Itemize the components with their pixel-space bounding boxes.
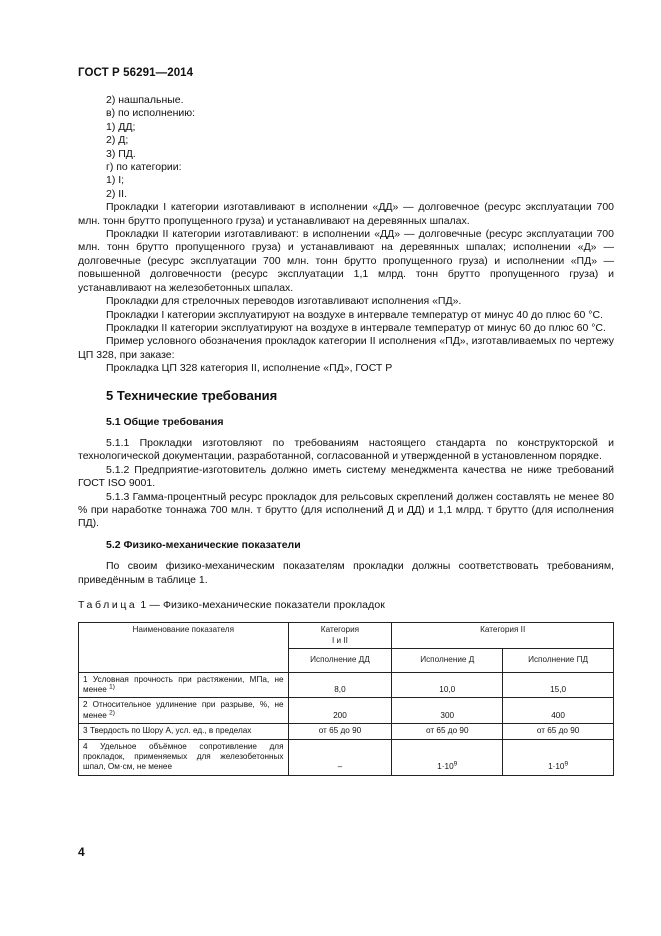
value-d: 300 <box>392 698 503 724</box>
list-item: 2) Д; <box>106 134 129 147</box>
row-name-cell <box>79 672 289 698</box>
row-name: 3 Твердость по Шору А, усл. ед., в пределах <box>83 726 252 736</box>
footnote-ref: 1) <box>109 683 115 691</box>
header-category-2: Категория II <box>392 623 614 649</box>
document-header-code: ГОСТ Р 56291—2014 <box>78 67 194 79</box>
paragraph-5-2: По своим физико-механическим показателям прокладки должны соответствовать требованиям, приведённым в таблице 1. <box>78 560 614 586</box>
section-5-heading: 5 Технические требования <box>106 387 278 403</box>
table-row <box>79 698 614 724</box>
exponent: 9 <box>564 760 569 768</box>
header-category-1-2 <box>288 623 392 649</box>
list-item: в) по исполнению: <box>106 107 196 120</box>
paragraph: Прокладки I категории эксплуатируют на воздухе в интервале температур от минус 40 до плюс 60 °С. <box>106 308 604 321</box>
row-name: 2 Относительное удлинение при разрыве, %, не менее <box>83 700 284 720</box>
row-name: 4 Удельное объёмное сопротивление для прокладок, применяемых для железобетонных шпал, Ом·см, не менее <box>83 741 284 772</box>
table-header-row <box>79 623 614 649</box>
table-row <box>79 739 614 775</box>
list-item: 2) нашпальные. <box>106 94 184 106</box>
paragraph: Прокладки для стрелочных переводов изготавливают исполнения «ПД». <box>106 295 462 308</box>
page-number: 4 <box>78 845 85 859</box>
header-execution-pd: Исполнение ПД <box>503 649 614 672</box>
value-pd: 400 <box>503 698 614 724</box>
list-item: 1) I; <box>106 174 125 187</box>
value-dd: 8,0 <box>288 672 392 698</box>
header-execution-dd: Исполнение ДД <box>288 649 392 672</box>
paragraph: Прокладка ЦП 328 категория II, исполнение «ПД», ГОСТ Р <box>106 362 393 375</box>
paragraph-5-1-3: 5.1.3 Гамма-процентный ресурс прокладок для рельсовых скреплений должен составлять не менее 80 % при наработке тоннажа 700 млн. т брутто (для исполнений Д и ДД) и 1,1 млрд. т брутто (для исполнения ПД). <box>78 490 614 530</box>
row-name-cell <box>79 724 289 739</box>
section-5-2-heading: 5.2 Физико-механические показатели <box>106 538 301 551</box>
row-name: 1 Условная прочность при растяжении, МПа, не менее <box>83 674 284 695</box>
properties-table <box>78 622 614 775</box>
value-d: от 65 до 90 <box>392 724 503 739</box>
row-name-cell <box>79 739 289 775</box>
row-name-cell <box>79 698 289 724</box>
paragraph: Прокладки II категории эксплуатируют на воздухе в интервале температур от минус 60 до плюс 60 °С. <box>106 321 606 334</box>
table-caption <box>78 599 614 612</box>
value-pd: 15,0 <box>503 672 614 698</box>
value-dd: 200 <box>288 698 392 724</box>
list-item: 1) ДД; <box>106 120 136 133</box>
value-dd: от 65 до 90 <box>288 724 392 739</box>
paragraph: Прокладки II категории изготавливают: в исполнении «ДД» — долговечные (ресурс эксплуатации 700 млн. тонн брутто пропущенного груза) и устанавливают на деревянных шпалах; исполнении «Д» — долговечные (ресурс эксплуатации 700 млн. тонн брутто пропущенного груза) и исполнении «ПД» — повышенной долговечности (ресурс эксплуатации 1,1 млрд. тонн брутто пропущенного груза) и устанавливают на железобетонных шпалах. <box>78 228 614 294</box>
list-item: г) по категории: <box>106 161 182 174</box>
section-5-1-heading: 5.1 Общие требования <box>106 415 224 428</box>
value-d: 10,0 <box>392 672 503 698</box>
header-execution-d: Исполнение Д <box>392 649 503 672</box>
table-row <box>79 672 614 698</box>
header-indicator-name: Наименование показателя <box>79 623 289 672</box>
list-item: 3) ПД. <box>106 147 136 160</box>
paragraph-5-1-1: 5.1.1 Прокладки изготовляют по требованиям настоящего стандарта по конструкторской и технологической документации, разработанной, согласованной и утвержденной в установленном порядке. <box>78 436 614 463</box>
paragraph-5-1-2: 5.1.2 Предприятие-изготовитель должно иметь систему менеджмента качества не ниже требований ГОСТ ISO 9001. <box>78 463 614 490</box>
value-dd: – <box>288 739 392 775</box>
page-content <box>78 94 614 776</box>
table-caption-text: 1 — Физико-механические показатели прокладок <box>137 599 385 611</box>
value-pd: 1·10 <box>548 762 565 772</box>
table-caption-word: Таблица <box>78 599 138 611</box>
value-d: 1·10 <box>437 762 454 772</box>
table-row <box>79 724 614 739</box>
value-pd: от 65 до 90 <box>503 724 614 739</box>
footnote-ref: 2) <box>109 709 115 717</box>
paragraph: Прокладки I категории изготавливают в исполнении «ДД» — долговечное (ресурс эксплуатации 700 млн. тонн брутто пропущенного груза) и устанавливают на деревянных шпалах. <box>78 201 614 227</box>
paragraph: Пример условного обозначения прокладок категории II исполнения «ПД», изготавливаемых по чертежу ЦП 328, при заказе: <box>78 335 614 361</box>
header-category-label: Категория <box>320 625 360 635</box>
value-pd-cell <box>503 739 614 775</box>
list-item: 2) II. <box>106 187 128 200</box>
header-category-value: I и II <box>331 635 348 645</box>
exponent: 9 <box>453 760 458 768</box>
value-d-cell <box>392 739 503 775</box>
